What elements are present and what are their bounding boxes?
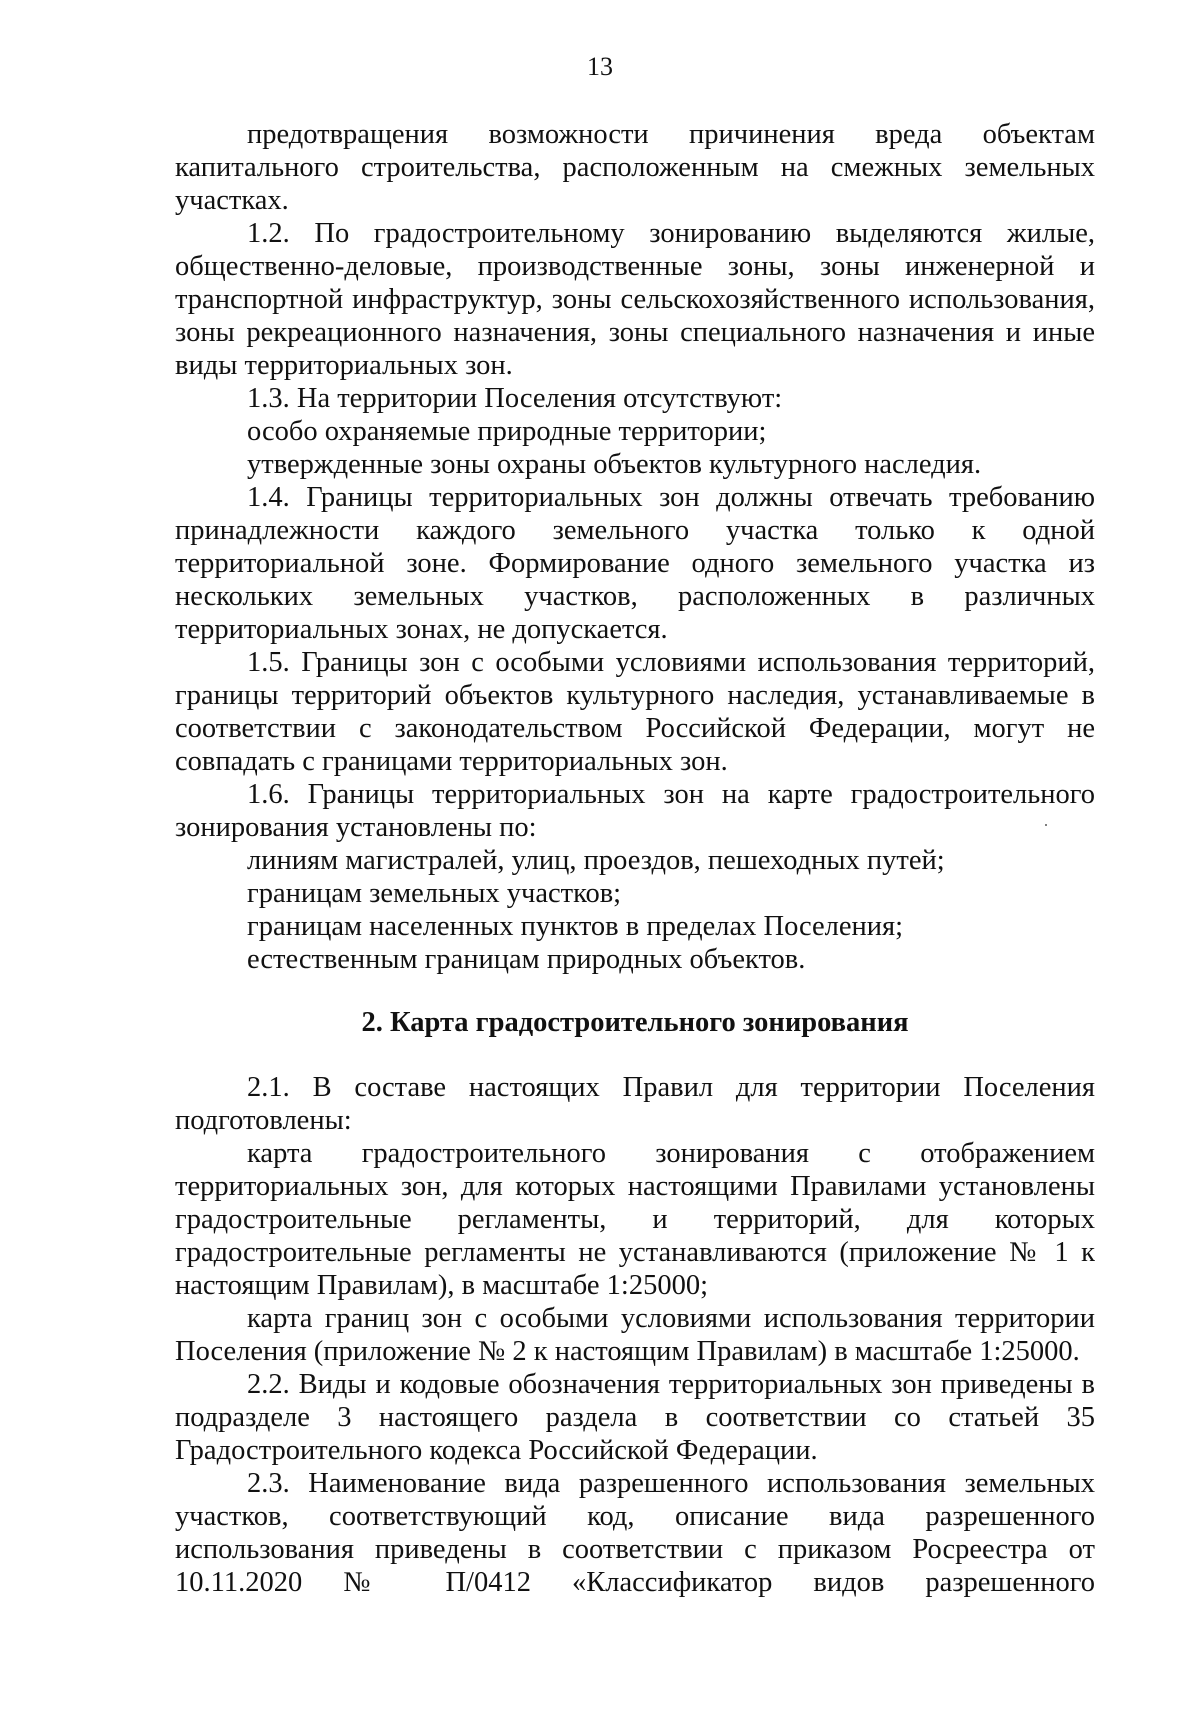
paragraphs-after-heading [175, 1071, 1095, 1599]
paragraph: 1.6. Границы территориальных зон на карте градостроительного зонирования установлены по: [175, 779, 1095, 843]
paragraph: 1.5. Границы зон с особыми условиями использования территорий, границы территорий объектов культурного наследия, устанавливаемые в соответствии с законодательством Российской Федерации, могут не совпадать с границами территориальных зон. [175, 647, 1095, 777]
paragraph: 1.4. Границы территориальных зон должны отвечать требованию принадлежности каждого земельного участка только к одной территориальной зоне. Формирование одного земельного участка из нескольких земельных участков, расположенных в различных территориальных зонах, не допускается. [175, 482, 1095, 645]
paragraph: карта градостроительного зонирования с отображением территориальных зон, для которых настоящими Правилами установлены градостроительные регламенты, и территорий, для которых градостроительные регламенты не устанавливаются (приложение № 1 к настоящим Правилам), в масштабе 1:25000; [175, 1138, 1095, 1301]
paragraph: 2.2. Виды и кодовые обозначения территориальных зон приведены в подразделе 3 настоящего раздела в соответствии со статьей 35 Градостроительного кодекса Российской Федерации. [175, 1369, 1095, 1466]
page-number: 13 [587, 52, 613, 81]
paragraph: карта границ зон с особыми условиями использования территории Поселения (приложение № 2 к настоящим Правилам) в масштабе 1:25000. [175, 1303, 1095, 1367]
paragraph: 2.1. В составе настоящих Правил для территории Поселения подготовлены: [175, 1072, 1095, 1136]
paragraph: 1.3. На территории Поселения отсутствуют: [247, 383, 783, 414]
paragraph: утвержденные зоны охраны объектов культурного наследия. [247, 449, 982, 480]
paragraph: линиям магистралей, улиц, проездов, пешеходных путей; [247, 845, 945, 876]
document-body [175, 118, 1095, 1599]
paragraph: естественным границам природных объектов. [247, 944, 806, 975]
paragraph: границам земельных участков; [247, 878, 622, 909]
paragraph: 2.3. Наименование вида разрешенного использования земельных участков, соответствующий код, описание вида разрешенного использования приведены в соответствии с приказом Росреестра от 10.11.2020 № П/0412 «Классификатор видов разрешенного [175, 1468, 1095, 1598]
paragraph: особо охраняемые природные территории; [247, 416, 767, 447]
paragraph: 1.2. По градостроительному зонированию выделяются жилые, общественно-деловые, производственные зоны, зоны инженерной и транспортной инфраструктур, зоны сельскохозяйственного использования, зоны рекреационного назначения, зоны специального назначения и иные виды территориальных зон. [175, 218, 1095, 381]
heading-spacer [175, 1039, 1095, 1071]
paragraph: границам населенных пунктов в пределах Поселения; [247, 911, 904, 942]
paragraph: предотвращения возможности причинения вреда объектам капитального строительства, расположенным на смежных земельных участках. [175, 119, 1095, 216]
scan-speck [1045, 824, 1047, 826]
paragraphs-before-heading [175, 118, 1095, 976]
section-heading: 2. Карта градостроительного зонирования [361, 1007, 909, 1038]
